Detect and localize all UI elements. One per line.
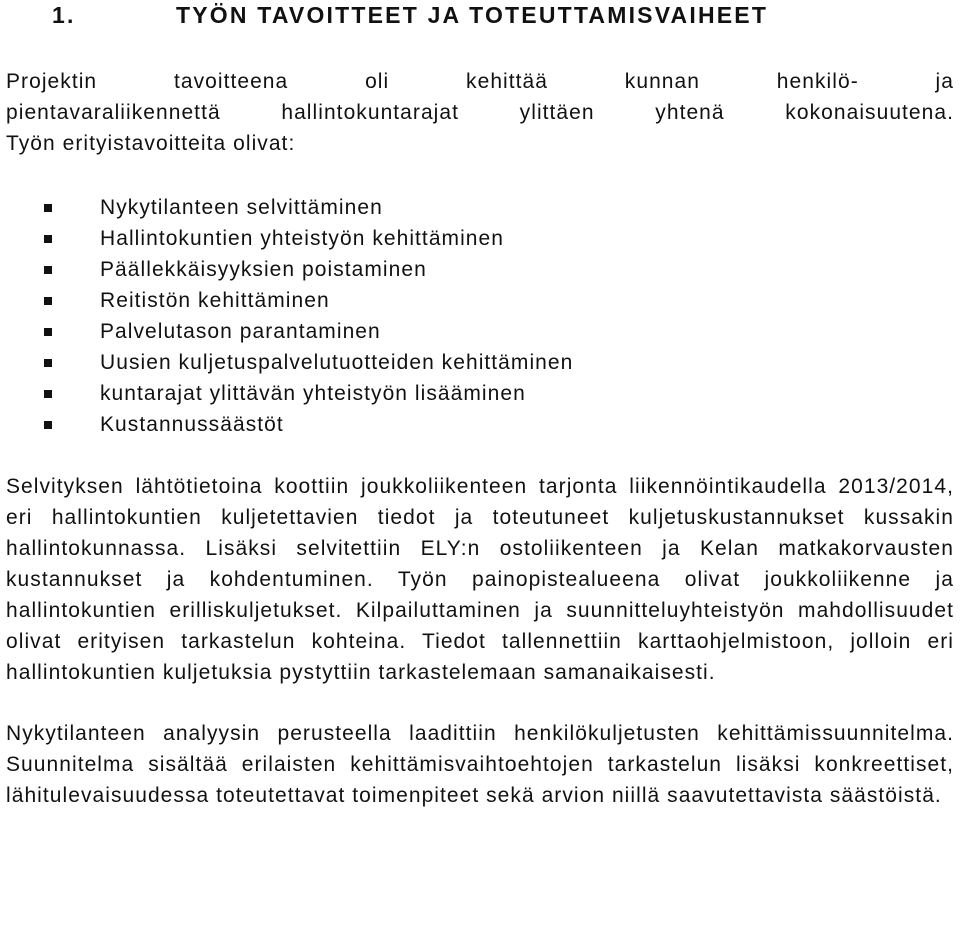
section-number: 1.	[52, 2, 76, 28]
bullet-square-icon	[44, 235, 52, 243]
source-data-paragraph: Selvityksen lähtötietoina koottiin joukkoliikenteen tarjonta liikennöintikaudella 2013/2014, eri hallintokuntien kuljetettavien tiedot ja toteutuneet kuljetuskustannukset kussakin hallintokunnassa. Lisäksi selvitettiin ELY:n ostoliikenteen ja Kelan matkakorvausten kustannukset ja kohdentuminen. Työn painopistealueena olivat joukkoliikenne ja hallintokuntien erilliskuljetukset. Kilpailuttaminen ja suunnitteluyhteistyön mahdollisuudet olivat erityisen tarkastelun kohteina. Tiedot tallennettiin karttaohjelmistoon, jolloin eri hallintokuntien kuljetuksia pystyttiin tarkastelemaan samanaikaisesti.	[6, 475, 954, 684]
list-item-text: Kustannussäästöt	[100, 412, 284, 436]
bullet-square-icon	[44, 390, 52, 398]
intro-paragraph	[6, 66, 954, 159]
intro-line: Projektin tavoitteena oli kehittää kunnan henkilö- ja	[6, 70, 954, 93]
list-item-text: Nykytilanteen selvittäminen	[100, 195, 383, 219]
list-item-text: Päällekkäisyyksien poistaminen	[100, 257, 427, 281]
list-item-text: Hallintokuntien yhteistyön kehittäminen	[100, 226, 504, 250]
intro-line: pientavaraliikennettä hallintokuntarajat ylittäen yhtenä kokonaisuutena.	[6, 101, 954, 124]
list-item-text: kuntarajat ylittävän yhteistyön lisääminen	[100, 381, 526, 405]
bullet-square-icon	[44, 421, 52, 429]
list-item	[6, 409, 954, 440]
section-title: TYÖN TAVOITTEET JA TOTEUTTAMISVAIHEET	[176, 2, 769, 28]
list-item-text: Uusien kuljetuspalvelutuotteiden kehittäminen	[100, 350, 574, 374]
bullet-square-icon	[44, 297, 52, 305]
goals-list	[6, 192, 954, 440]
section-heading	[6, 2, 954, 34]
list-item-text: Reitistön kehittäminen	[100, 288, 330, 312]
bullet-square-icon	[44, 266, 52, 274]
intro-line: Työn erityistavoitteita olivat:	[6, 132, 296, 155]
list-item	[6, 285, 954, 316]
bullet-square-icon	[44, 204, 52, 212]
bullet-square-icon	[44, 328, 52, 336]
list-item	[6, 223, 954, 254]
list-item	[6, 316, 954, 347]
list-item	[6, 378, 954, 409]
list-item-text: Palvelutason parantaminen	[100, 319, 381, 343]
document-page	[6, 0, 954, 811]
list-item	[6, 192, 954, 223]
list-item	[6, 347, 954, 378]
list-item	[6, 254, 954, 285]
development-plan-paragraph: Nykytilanteen analyysin perusteella laadittiin henkilökuljetusten kehittämissuunnitelma. Suunnitelma sisältää erilaisten kehittämisvaihtoehtojen tarkastelun lisäksi konkreettiset, lähitulevaisuudessa toteutettavat toimenpiteet sekä arvion niillä saavutettavista säästöistä.	[6, 722, 954, 807]
bullet-square-icon	[44, 359, 52, 367]
